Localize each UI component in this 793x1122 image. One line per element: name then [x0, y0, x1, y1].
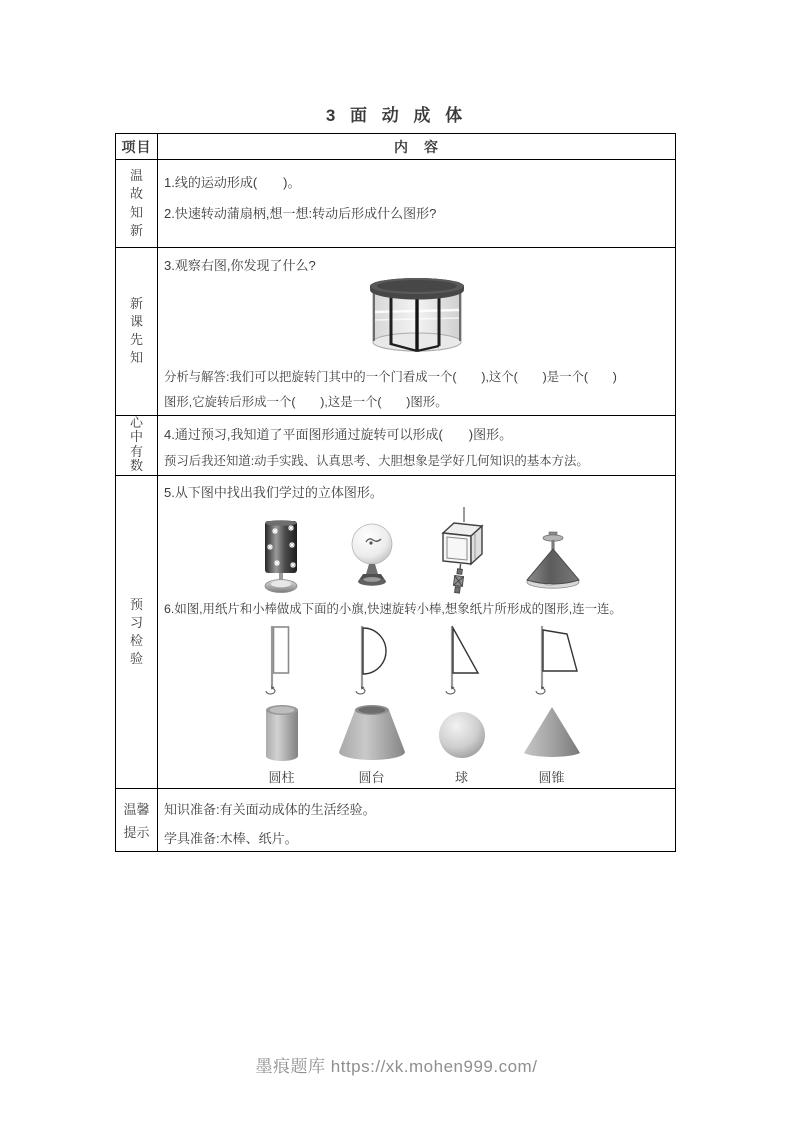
section-label-newlesson: 新课先知	[129, 295, 143, 366]
frustum-solid-icon	[333, 702, 411, 764]
row-confidence	[116, 415, 676, 476]
review-question-2: 2.快速转动蒲扇柄,想一想:转动后形成什么图形?	[164, 206, 437, 222]
lamps-row	[164, 507, 669, 595]
section-label-check: 预习检验	[129, 596, 143, 667]
row-check	[116, 476, 676, 788]
confidence-line-2: 预习后我还知道:动手实践、认真思考、大胆想象是学好几何知识的基本方法。	[164, 453, 589, 468]
section-label-tips-line1: 温馨	[123, 801, 150, 817]
section-label-confidence: 心中有数	[129, 414, 143, 474]
newlesson-question-3: 3.观察右图,你发现了什么?	[164, 258, 316, 273]
cylinder-table-lamp-icon	[252, 519, 312, 595]
check-question-5: 5.从下图中找出我们学过的立体图形。	[164, 485, 383, 501]
flags-row	[164, 624, 669, 698]
cone-pendant-lamp-icon	[517, 531, 587, 595]
page-title: 3 面 动 成 体	[325, 106, 468, 125]
cube-lantern-icon	[433, 507, 491, 595]
sphere-lamp-icon	[344, 521, 400, 595]
newlesson-analysis-line-2: 图形,它旋转后形成一个( ),这是一个( )图形。	[164, 395, 448, 410]
confidence-line-1: 4.通过预习,我知道了平面图形通过旋转可以形成( )图形。	[164, 426, 513, 442]
solid-label-cylinder: 圆柱	[268, 769, 295, 785]
worksheet-table	[115, 133, 676, 852]
row-tips	[116, 788, 676, 851]
tips-knowledge-line: 知识准备:有关面动成体的生活经验。	[164, 801, 376, 817]
solid-label-sphere: 球	[454, 769, 468, 785]
section-label-review: 温故知新	[129, 168, 143, 238]
header-content-cell: 内 容	[158, 134, 676, 160]
solid-sphere	[424, 702, 500, 786]
solids-row	[164, 702, 669, 786]
rectangle-flag-icon	[252, 624, 312, 698]
table-header-row	[116, 134, 676, 160]
footer-watermark: 墨痕题库 https://xk.mohen999.com/	[255, 1057, 538, 1076]
solid-label-frustum: 圆台	[358, 769, 385, 785]
review-question-1: 1.线的运动形成( )。	[164, 175, 301, 190]
revolving-door-image	[369, 278, 465, 362]
right-triangle-flag-icon	[432, 624, 492, 698]
solid-label-cone: 圆锥	[538, 769, 565, 785]
check-question-6: 6.如图,用纸片和小棒做成下面的小旗,快速旋转小棒,想象纸片所形成的图形,连一连。	[164, 602, 622, 617]
newlesson-analysis-line-1: 分析与解答:我们可以把旋转门其中的一个门看成一个( ),这个( )是一个( )	[164, 370, 617, 385]
cone-solid-icon	[519, 702, 585, 764]
solid-cone	[514, 702, 590, 786]
header-item-cell: 项目	[116, 134, 158, 160]
tips-tools-line: 学具准备:木棒、纸片。	[164, 830, 298, 846]
cylinder-solid-icon	[257, 702, 307, 764]
trapezoid-flag-icon	[522, 624, 582, 698]
sphere-solid-icon	[432, 702, 492, 764]
row-newlesson	[116, 248, 676, 416]
section-label-tips-line2: 提示	[123, 824, 150, 840]
solid-cylinder	[244, 702, 320, 786]
row-review	[116, 160, 676, 248]
semicircle-flag-icon	[342, 624, 402, 698]
solid-frustum	[334, 702, 410, 786]
